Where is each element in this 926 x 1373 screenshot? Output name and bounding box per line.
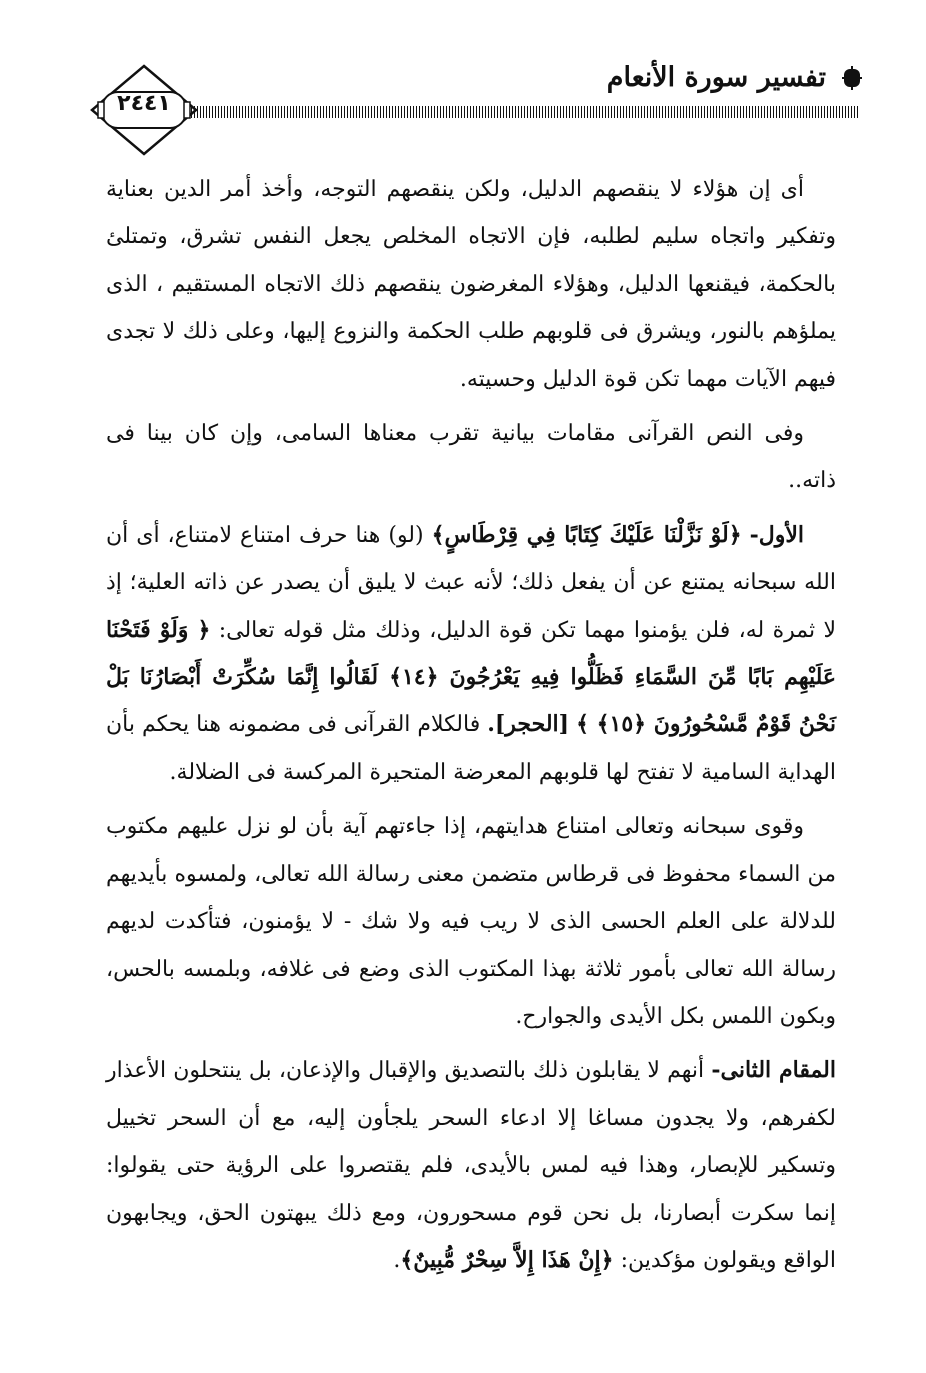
paragraph-text: أنهم لا يقابلون ذلك بالتصديق والإقبال والإذعان، بل ينتحلون الأعذار لكفرهم، ولا يجدون مساغا إلا ادعاء السحر يلجأون إليه، مع أن السحر تخييل وتسكير للإبصار، وهذا فيه لمس بالأيدى، فلم يقتصروا على الرؤية حتى يقولوا: إنما سكرت أبصارنا، بل نحن قوم مسحورون، ومع ذلك يبهتون الحق، ويجابهون الواقع ويقولون مؤكدين: xyxy=(106,1058,836,1273)
paragraph-5 xyxy=(106,1047,836,1284)
ornament-icon xyxy=(841,66,863,90)
quran-verse: ﴿إِنْ هَذَا إِلاَّ سِحْرٌ مُّبِينٌ﴾ xyxy=(400,1246,614,1273)
paragraph-text: . xyxy=(393,1247,401,1273)
paragraph-3 xyxy=(106,512,836,796)
section-lead-first: الأول- xyxy=(749,521,805,548)
page-number: ٢٤٤١ xyxy=(117,91,171,116)
quran-verse: ﴿لَوْ نَزَّلْنَا عَلَيْكَ كِتَابًا فِي قِرْطَاسٍ﴾ xyxy=(431,521,742,548)
paragraph-text: فالكلام القرآنى فى مضمونه هنا يحكم بأن الهداية السامية لا تفتح لها قلوبهم المعرضة المتحيرة المركسة فى الضلالة. xyxy=(106,712,836,785)
quran-verse: ﴿ وَلَوْ فَتَحْنَا عَلَيْهِم بَابًا مِّنَ السَّمَاءِ فَظَلُّوا فِيهِ يَعْرُجُونَ ﴿١٤﴾ لَقَالُوا إِنَّمَا سُكِّرَتْ أَبْصَارُنَا بَلْ نَحْنُ قَوْمٌ مَّسْحُورُونَ ﴿١٥﴾ ﴾ xyxy=(106,616,837,738)
page-body xyxy=(106,166,836,1284)
paragraph-2: وفى النص القرآنى مقامات بيانية تقرب معناها السامى، وإن كان بينا فى ذاته.. xyxy=(106,421,836,494)
paragraph-1: أى إن هؤلاء لا ينقصهم الدليل، ولكن ينقصهم التوجه، وأخذ أمر الدين بعناية وتفكير واتجاه سليم لطلبه، فإن الاتجاه المخلص يجعل النفس تشرق، وتمتلئ بالحكمة، فيقنعها الدليل، وهؤلاء المغرضون ينقصهم ذلك الاتجاه المستقيم ، الذى يملؤهم بالنور، ويشرق فى قلوبهم طلب الحكمة والنزوع إليها، وعلى ذلك لا تجدى فيهم الآيات مهما تكن قوة الدليل وحسيته. xyxy=(106,177,836,392)
surah-reference: [الحجر]. xyxy=(487,711,570,738)
paragraph-text: (لو) هنا حرف امتناع لامتناع، أى أن الله سبحانه يمتنع عن أن يفعل ذلك؛ لأنه عبث لا يليق أن يصدر عن ذاته العلية؛ إذ لا ثمرة له، فلن يؤمنوا مهما تكن قوة الدليل، وذلك مثل قوله تعالى: xyxy=(106,522,836,643)
header-rule xyxy=(182,106,858,118)
section-lead-second: المقام الثانى- xyxy=(711,1057,836,1084)
page-header xyxy=(0,0,926,170)
chapter-title: تفسير سورة الأنعام xyxy=(606,62,826,93)
paragraph-4: وقوى سبحانه وتعالى امتناع هدايتهم، إذا جاءتهم آية بأن لو نزل عليهم مكتوب من السماء محفوظ فى قرطاس متضمن معنى رسالة الله تعالى، ولمسوه بأيديهم للدلالة على العلم الحسى الذى لا ريب فيه ولا شك - لا يؤمنون، فتأكدت لديهم رسالة الله تعالى بأمور ثلاثة بهذا المكتوب الذى وضع فى غلافه، وبلمسه بالحس، وبكون اللمس بكل الأيدى والجوارح. xyxy=(106,814,836,1029)
